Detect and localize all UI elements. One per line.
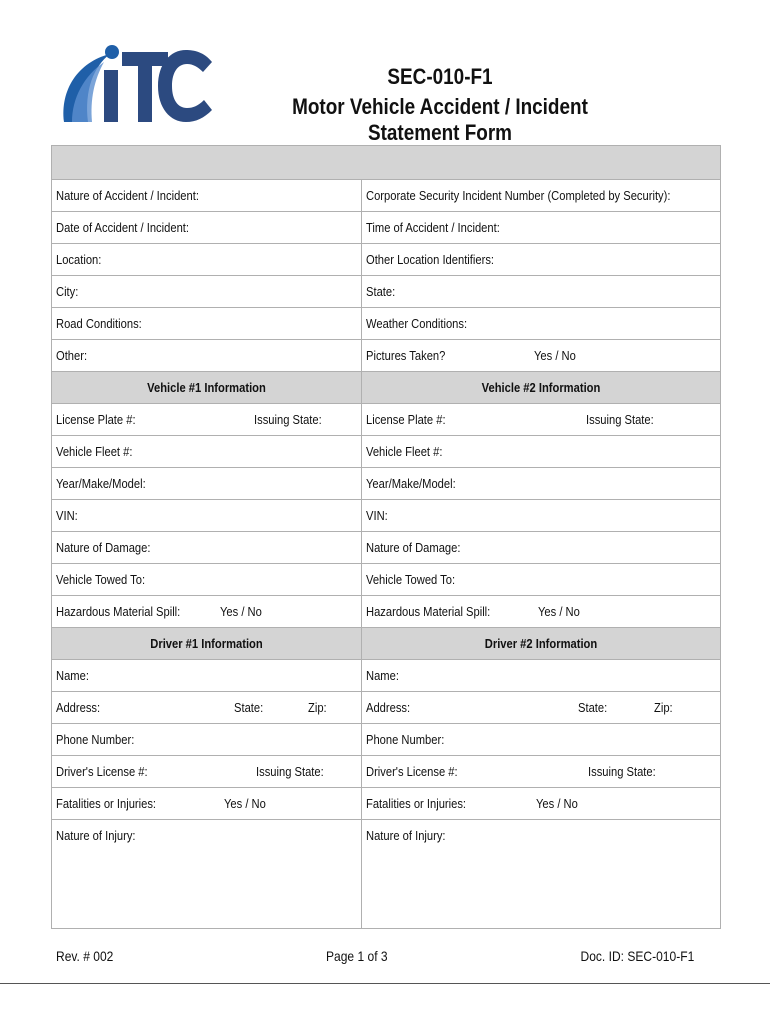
- other-location-field[interactable]: [362, 244, 720, 275]
- phone-label: Phone Number:: [56, 732, 135, 747]
- pictures-yes-no[interactable]: Yes / No: [534, 348, 576, 363]
- date-label: Date of Accident / Incident:: [56, 220, 190, 235]
- itc-logo: [58, 40, 218, 132]
- form-row: [52, 436, 720, 468]
- state-field[interactable]: [362, 276, 720, 307]
- hazmat-yes-no[interactable]: Yes / No: [538, 604, 580, 619]
- form-row: [52, 788, 720, 820]
- vehicle2-damage-field[interactable]: [362, 532, 720, 563]
- security-number-field[interactable]: [362, 180, 720, 211]
- date-field[interactable]: [52, 212, 362, 243]
- fatalities-label: Fatalities or Injuries:: [366, 796, 467, 811]
- security-number-label: Corporate Security Incident Number (Completed by Security):: [366, 188, 671, 203]
- other-label: Other:: [56, 348, 88, 363]
- address-label: Address:: [366, 700, 411, 715]
- plate-label: License Plate #:: [366, 412, 446, 427]
- weather-conditions-field[interactable]: [362, 308, 720, 339]
- driver2-address-field[interactable]: [362, 692, 720, 723]
- form-row: [52, 404, 720, 436]
- state-label: State:: [234, 700, 264, 715]
- form-row: [52, 820, 720, 929]
- hazmat-label: Hazardous Material Spill:: [366, 604, 491, 619]
- injury-label: Nature of Injury:: [56, 828, 136, 843]
- page-number: Page 1 of 3: [326, 948, 388, 964]
- vehicle1-fleet-field[interactable]: [52, 436, 362, 467]
- logo-text: ITC: [58, 40, 60, 41]
- injury-label: Nature of Injury:: [366, 828, 446, 843]
- vehicle1-header: Vehicle #1 Information: [52, 372, 362, 403]
- hazmat-label: Hazardous Material Spill:: [56, 604, 181, 619]
- location-label: Location:: [56, 252, 102, 267]
- vehicle1-damage-field[interactable]: [52, 532, 362, 563]
- name-label: Name:: [56, 668, 89, 683]
- driver1-address-field[interactable]: [52, 692, 362, 723]
- phone-label: Phone Number:: [366, 732, 445, 747]
- form-row: [52, 724, 720, 756]
- form-row: [52, 532, 720, 564]
- form-row: [52, 756, 720, 788]
- fatalities-yes-no[interactable]: Yes / No: [536, 796, 578, 811]
- time-label: Time of Accident / Incident:: [366, 220, 500, 235]
- nature-label: Nature of Accident / Incident:: [56, 188, 199, 203]
- hazmat-yes-no[interactable]: Yes / No: [220, 604, 262, 619]
- road-conditions-label: Road Conditions:: [56, 316, 142, 331]
- issuing-state-label: Issuing State:: [256, 764, 324, 779]
- driver1-name-field[interactable]: [52, 660, 362, 691]
- license-label: Driver's License #:: [366, 764, 458, 779]
- other-field[interactable]: [52, 340, 362, 371]
- vehicle2-fleet-field[interactable]: [362, 436, 720, 467]
- zip-label: Zip:: [654, 700, 673, 715]
- city-label: City:: [56, 284, 79, 299]
- form-row: [52, 276, 720, 308]
- towed-label: Vehicle Towed To:: [366, 572, 456, 587]
- form-code: SEC-010-F1: [387, 64, 493, 89]
- driver1-injury-field[interactable]: [52, 820, 362, 928]
- pictures-field: [362, 340, 720, 371]
- vin-label: VIN:: [56, 508, 78, 523]
- vehicle2-header: Vehicle #2 Information: [481, 380, 601, 395]
- vehicle2-plate-field[interactable]: [362, 404, 720, 435]
- driver1-header: Driver #1 Information: [52, 628, 362, 659]
- footer-divider: [0, 983, 770, 984]
- form-header-band: [52, 145, 720, 180]
- time-field[interactable]: [362, 212, 720, 243]
- ymm-label: Year/Make/Model:: [366, 476, 456, 491]
- vehicle2-towed-field[interactable]: [362, 564, 720, 595]
- form-row: [52, 692, 720, 724]
- form-row: [52, 500, 720, 532]
- damage-label: Nature of Damage:: [56, 540, 151, 555]
- driver2-name-field[interactable]: [362, 660, 720, 691]
- accident-form: [51, 145, 721, 929]
- issuing-state-label: Issuing State:: [254, 412, 322, 427]
- vehicle2-hazmat-field: [362, 596, 720, 627]
- damage-label: Nature of Damage:: [366, 540, 461, 555]
- city-field[interactable]: [52, 276, 362, 307]
- driver1-phone-field[interactable]: [52, 724, 362, 755]
- vehicle1-towed-field[interactable]: [52, 564, 362, 595]
- address-label: Address:: [56, 700, 101, 715]
- other-location-label: Other Location Identifiers:: [366, 252, 495, 267]
- form-row: [52, 564, 720, 596]
- ymm-label: Year/Make/Model:: [56, 476, 146, 491]
- driver1-fatalities-field: [52, 788, 362, 819]
- location-field[interactable]: [52, 244, 362, 275]
- plate-label: License Plate #:: [56, 412, 136, 427]
- vehicle2-ymm-field[interactable]: [362, 468, 720, 499]
- form-row: [52, 244, 720, 276]
- form-row: [52, 340, 720, 372]
- form-row: [52, 212, 720, 244]
- fleet-label: Vehicle Fleet #:: [56, 444, 133, 459]
- issuing-state-label: Issuing State:: [588, 764, 656, 779]
- form-row: [52, 180, 720, 212]
- vehicle-section-header: [52, 372, 720, 404]
- name-label: Name:: [366, 668, 399, 683]
- driver2-phone-field[interactable]: [362, 724, 720, 755]
- driver1-license-field[interactable]: [52, 756, 362, 787]
- driver2-injury-field[interactable]: [362, 820, 720, 928]
- form-row: [52, 660, 720, 692]
- vehicle1-ymm-field[interactable]: [52, 468, 362, 499]
- vehicle2-vin-field[interactable]: [362, 500, 720, 531]
- vehicle1-plate-field[interactable]: [52, 404, 362, 435]
- logo-dot-icon: [105, 45, 119, 59]
- zip-label: Zip:: [308, 700, 327, 715]
- fleet-label: Vehicle Fleet #:: [366, 444, 443, 459]
- vehicle1-hazmat-field: [52, 596, 362, 627]
- form-row: [52, 308, 720, 340]
- issuing-state-label: Issuing State:: [586, 412, 654, 427]
- state-label: State:: [578, 700, 608, 715]
- nature-field[interactable]: [52, 180, 362, 211]
- license-label: Driver's License #:: [56, 764, 148, 779]
- form-row: [52, 596, 720, 628]
- driver-section-header: [52, 628, 720, 660]
- vin-label: VIN:: [366, 508, 388, 523]
- fatalities-yes-no[interactable]: Yes / No: [224, 796, 266, 811]
- pictures-label: Pictures Taken?: [366, 348, 446, 363]
- doc-id: Doc. ID: SEC-010-F1: [580, 948, 694, 964]
- driver2-header: Driver #2 Information: [484, 636, 598, 651]
- state-label: State:: [366, 284, 396, 299]
- form-title: Motor Vehicle Accident / Incident Statement Form: [292, 94, 588, 145]
- vehicle1-vin-field[interactable]: [52, 500, 362, 531]
- form-row: [52, 468, 720, 500]
- driver2-license-field[interactable]: [362, 756, 720, 787]
- towed-label: Vehicle Towed To:: [56, 572, 146, 587]
- fatalities-label: Fatalities or Injuries:: [56, 796, 157, 811]
- driver2-fatalities-field: [362, 788, 720, 819]
- revision-number: Rev. # 002: [56, 948, 114, 964]
- weather-conditions-label: Weather Conditions:: [366, 316, 468, 331]
- road-conditions-field[interactable]: [52, 308, 362, 339]
